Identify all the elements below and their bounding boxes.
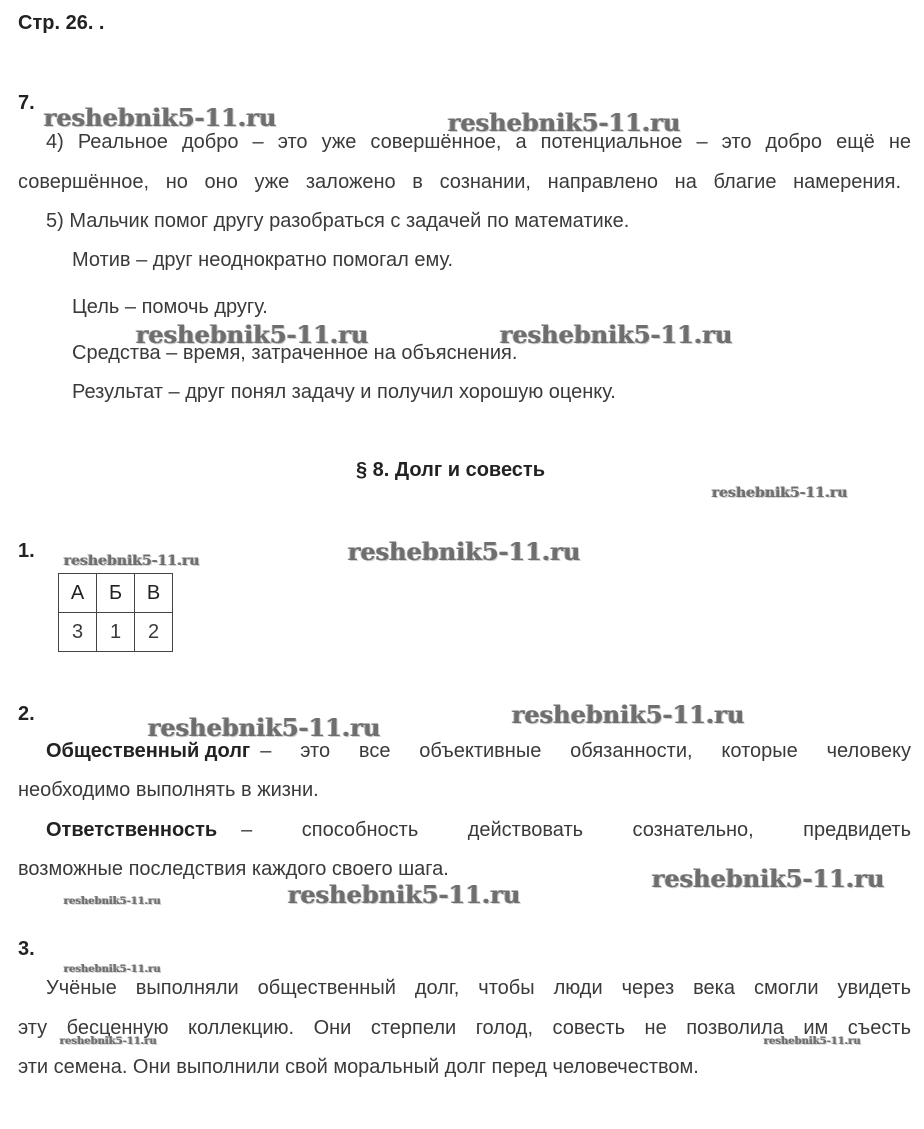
- page-header: Стр. 26. .: [18, 12, 105, 34]
- q2-def1-text: – это все объективные обязанности, которые человеку: [260, 740, 911, 762]
- q7-item5-intro: 5) Мальчик помог другу разобраться с задачей по математике.: [46, 210, 630, 232]
- watermark: reshebnik5-11.ru: [44, 103, 277, 132]
- q7-motive: Мотив – друг неоднократно помогал ему.: [72, 249, 453, 271]
- q7-item4-line2: совершённое, но оно уже заложено в сознании, направлено на благие намерения.: [18, 171, 901, 193]
- answer-table: [58, 573, 173, 652]
- q2-definition2-line2: возможные последствия каждого своего шага.: [18, 858, 449, 880]
- q2-def2-text: – способность действовать сознательно, предвидеть: [241, 819, 911, 841]
- watermark: reshebnik5-11.ru: [348, 537, 581, 566]
- q3-line3: эти семена. Они выполнили свой моральный долг перед человечеством.: [18, 1056, 699, 1078]
- watermark: reshebnik5-11.ru: [500, 320, 733, 349]
- answer-table-cell: 2: [135, 613, 173, 652]
- watermark: reshebnik5-11.ru: [288, 880, 521, 909]
- answer-table-cell: 3: [59, 613, 97, 652]
- watermark: reshebnik5-11.ru: [512, 700, 745, 729]
- q2-definition1-line2: необходимо выполнять в жизни.: [18, 779, 319, 801]
- watermark: reshebnik5-11.ru: [136, 320, 369, 349]
- q3-line2: эту бесценную коллекцию. Они стерпели голод, совесть не позволила им съесть: [18, 1017, 911, 1039]
- answer-table-value-row: [59, 613, 173, 652]
- question-number-1: 1.: [18, 540, 35, 562]
- q2-definition1-line1: [46, 740, 911, 763]
- watermark: reshebnik5-11.ru: [60, 1036, 157, 1047]
- answer-table-header: В: [135, 574, 173, 613]
- q7-goal: Цель – помочь другу.: [72, 296, 268, 318]
- q7-means: Средства – время, затраченное на объяснения.: [72, 342, 518, 364]
- watermark: reshebnik5-11.ru: [764, 1036, 861, 1047]
- q2-definition2-line1: [46, 819, 911, 842]
- answer-table-header-row: [59, 574, 173, 613]
- watermark: reshebnik5-11.ru: [148, 713, 381, 742]
- answer-table-cell: 1: [97, 613, 135, 652]
- q3-line1: Учёные выполняли общественный долг, чтобы люди через века смогли увидеть: [46, 977, 911, 999]
- watermark: reshebnik5-11.ru: [712, 485, 848, 501]
- term-responsibility: Ответственность: [46, 819, 218, 841]
- watermark: reshebnik5-11.ru: [652, 864, 885, 893]
- answer-table-header: Б: [97, 574, 135, 613]
- q7-item4-line1: 4) Реальное добро – это уже совершённое, а потенциальное – это добро ещё не: [46, 131, 911, 153]
- question-number-2: 2.: [18, 703, 35, 725]
- q7-result: Результат – друг понял задачу и получил хорошую оценку.: [72, 381, 616, 403]
- question-number-3: 3.: [18, 938, 35, 960]
- watermark: reshebnik5-11.ru: [448, 108, 681, 137]
- watermark: reshebnik5-11.ru: [64, 553, 200, 569]
- answer-table-header: А: [59, 574, 97, 613]
- term-public-duty: Общественный долг: [46, 740, 251, 762]
- question-number-7: 7.: [18, 92, 35, 114]
- section-title: § 8. Долг и совесть: [356, 459, 546, 481]
- watermark: reshebnik5-11.ru: [64, 964, 161, 975]
- watermark: reshebnik5-11.ru: [64, 896, 161, 907]
